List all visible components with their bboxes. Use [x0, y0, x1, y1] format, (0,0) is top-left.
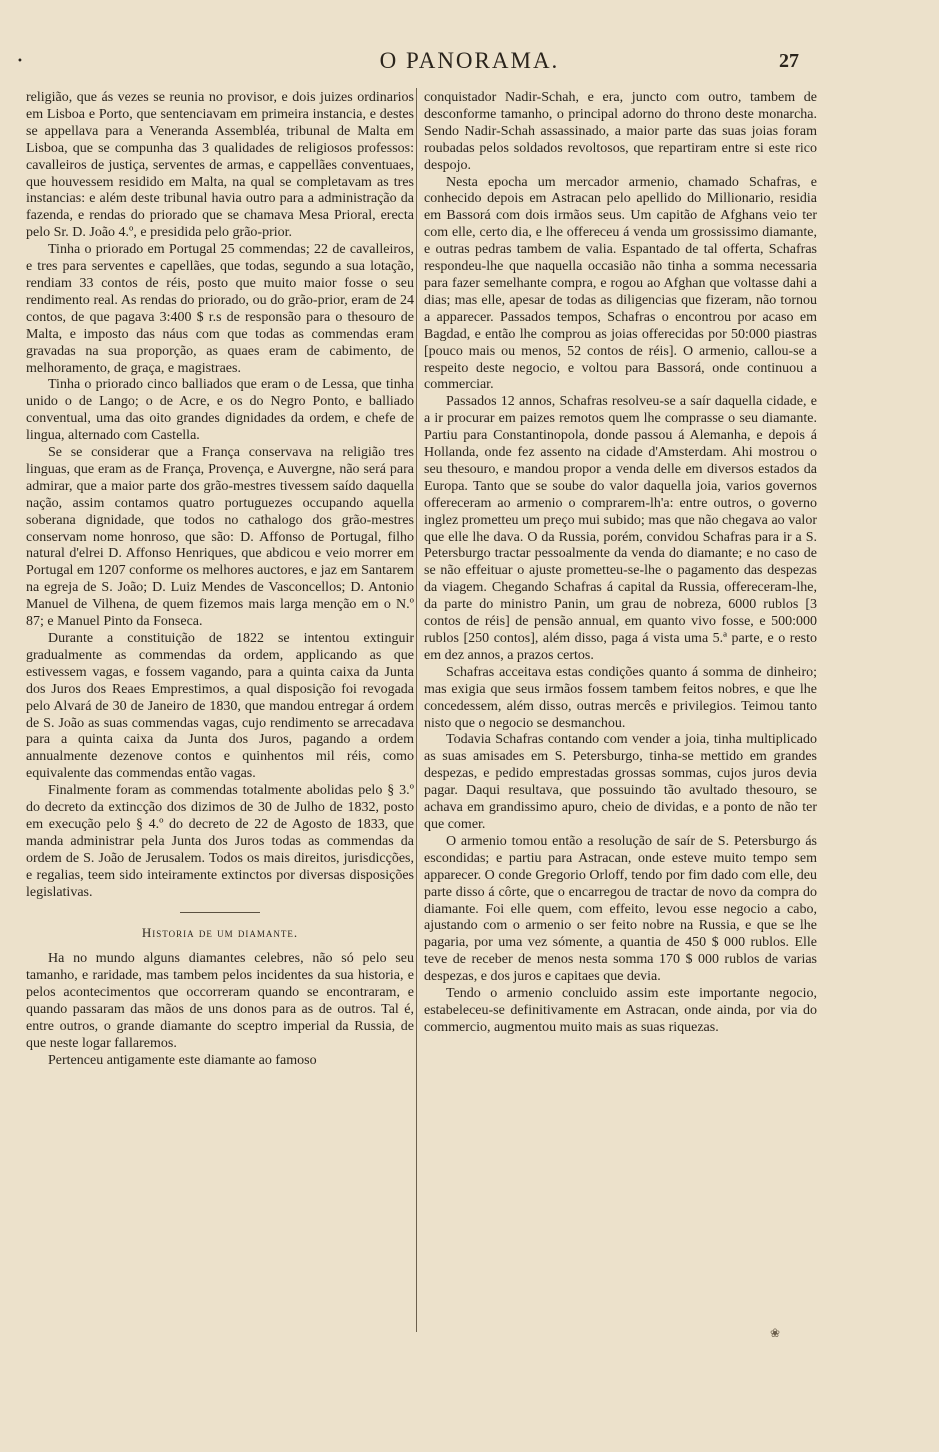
header-dot: •	[17, 56, 23, 67]
right-column	[424, 90, 817, 1037]
paragraph: religião, que ás vezes se reunia no provisor, e dois juizes ordinarios em Lisboa e Porto, que sentenciavam em primeira instancia, e destes se appellava para a Veneranda Assembléa, tribunal de Malta em Lisboa, que se compunha das 3 qualidades de religiosos professos: cavalleiros de justiça, serventes de armas, e cappellães conventuaes, que houvessem residido em Malta, na qual se completavam as tres instancias: e além deste tribunal havia outro para a administração da fazenda, e rendas do priorado que se chamava Mesa Prioral, erecta pelo Sr. D. João 4.º, e presidida pelo grão-prior.	[26, 90, 414, 241]
paragraph: Passados 12 annos, Schafras resolveu-se a saír daquella cidade, e a ir procurar em paizes remotos quem lhe comprasse o seu diamante. Partiu para Constantinopola, donde passou á Alemanha, e depois á Hollanda, onde fez assento na cidade d'Amsterdam. Ahi mostrou o seu thesouro, e mandou propor a venda delle em diversos estados da Europa. Tanto que se soube do valor daquella joia, varios governos offereceram ao armenio o comprarem-lh'a: entre outros, o governo inglez prometteu um preço mui subido; mas que não chegava ao valor que elle lhe dava. O da Russia, porém, convidou Schafras para ir a S. Petersburgo tractar pessoalmente da venda do diamante; e no caso de se não effeituar o ajuste prometteu-se-lhe o pagamento das despezas da viagem. Chegando Schafras á capital da Russia, offereceram-lhe, da parte do ministro Panin, um grau de nobreza, 6000 rublos [3 contos de réis] de pensão annual, em quanto vivo fosse, e 500:000 rublos [250 contos], além disso, paga á vista uma 5.ª parte, e o resto em dez annos, a prazos certos.	[424, 394, 817, 663]
paragraph: Schafras acceitava estas condições quanto á somma de dinheiro; mas exigia que seus irmãos fossem tambem feitos nobres, e que lhe concedessem, além disso, outras mercês e privilegios. Teimou tanto nisto que o negocio se desmanchou.	[424, 664, 817, 731]
page-header	[0, 48, 939, 84]
ornament-icon: ❀	[770, 1326, 781, 1340]
paragraph: O armenio tomou então a resolução de saír de S. Petersburgo ás escondidas; e partiu para Astracan, onde esteve muito tempo sem apparecer. O conde Gregorio Orloff, tendo por fim dado com elle, deu parte disso á côrte, que o encarregou de tractar de novo da compra do diamante. Foi elle quem, com effeito, levou esse negocio a cabo, ajustando com o armenio o ser feito nobre na Russia, e que se lhe pagaria, por uma vez sómente, a quantia de 450 $ 000 rublos. Elle teve de receber de menos nesta somma 170 $ 000 rublos de varias despezas, e dos juros e capitaes que devia.	[424, 833, 817, 985]
section-title: Historia de um diamante.	[141, 924, 299, 940]
section-divider	[180, 912, 260, 913]
page-number: 27	[779, 50, 799, 72]
running-title: O PANORAMA.	[379, 48, 560, 73]
paragraph: Tendo o armenio concluido assim este importante negocio, estabeleceu-se definitivamente em Astracan, onde ainda, por via do commercio, augmentou muito mais as suas riquezas.	[424, 986, 817, 1035]
paragraph: Nesta epocha um mercador armenio, chamado Schafras, e conhecido depois em Astracan pelo apellido do Millionario, residia em Bassorá com dois irmãos seus. Um capitão de Afghans veio ter com elle, certo dia, e lhe offereceu á venda um grossissimo diamante, e outras pedras tambem de valia. Espantado de tal offerta, Schafras respondeu-lhe que naquella occasião não tinha a somma necessaria para fazer semelhante compra, e rogou ao Afghan que voltasse dahi a dias; mas elle, apesar de todas as diligencias que fizeram, não tornou a apparecer. Passados tempos, Schafras o encontrou por acaso em Bagdad, e então lhe comprou as joias offerecidas por 50:000 piastras [pouco mais ou menos, 52 contos de réis]. O armenio, callou-se a respeito deste negocio, e voltou para Bassorá, onde continuou a commerciar.	[424, 174, 817, 393]
paragraph: Durante a constituição de 1822 se intentou extinguir gradualmente as commendas da ordem, applicando as que estivessem vagas, e fossem vagando, para a quinta caixa da Junta dos Juros dos Reaes Emprestimos, a qual disposição foi revogada pelo Alvará de 30 de Janeiro de 1830, que mandou entregar á ordem de S. João as suas commendas vagas, cujo rendimento se arrecadava para a quinta caixa da Junta dos Juros, pagando a ordem annualmente dezenove contos e quinhentos mil réis, como equivalente das commendas então vagas.	[26, 631, 414, 782]
left-column	[26, 90, 414, 1070]
paragraph: Finalmente foram as commendas totalmente abolidas pelo § 3.º do decreto da extincção dos dizimos de 30 de Julho de 1832, posto em execução pelo § 4.º do decreto de 22 de Agosto de 1833, que manda administrar pela Junta dos Juros todas as commendas da ordem de S. João de Jerusalem. Todos os mais direitos, jurisdicções, e regalias, teem sido inteiramente extinctos por diversas disposições legislativas.	[26, 783, 414, 900]
paragraph: Tinha o priorado cinco balliados que eram o de Lessa, que tinha unido o de Lango; o de Acre, e os do Negro Ponto, e balliado conventual, uma das oito grandes dignidades da ordem, e chefe de lingua, alternado com Castella.	[26, 377, 414, 444]
paragraph: conquistador Nadir-Schah, e era, juncto com outro, tambem de desconforme tamanho, o principal adorno do throno deste monarcha. Sendo Nadir-Schah assassinado, a maior parte das suas joias foram roubadas pelos soldados revoltosos, que repartiram entre si este rico despojo.	[424, 90, 817, 173]
paragraph: Pertenceu antigamente este diamante ao famoso	[48, 1052, 317, 1068]
column-divider	[416, 88, 417, 1332]
paragraph: Tinha o priorado em Portugal 25 commendas; 22 de cavalleiros, e tres para serventes e capellães, que todas, segundo a sua lotação, rendiam 33 contos de réis, posto que muito maior fosse o seu rendimento real. As rendas do priorado, ou do grão-prior, eram de 24 contos, de que pagava 3:400 $ r.s de responsão para o thesouro de Malta, e imposto das náus com que todas as commendas eram gravadas na sua proporção, as quaes eram de cabimento, de melhoramento, de graça, e magistraes.	[26, 242, 414, 376]
paragraph: Todavia Schafras contando com vender a joia, tinha multiplicado as suas amisades em S. Petersburgo, tinha-se mettido em grandes despezas, e pedido emprestadas grossas sommas, cujos juros devia pagar. Daqui resultava, que possuindo tão avultado thesouro, se achava em grandissimo apuro, cheio de dividas, e a ponto de não ter que comer.	[424, 732, 817, 832]
paragraph: Ha no mundo alguns diamantes celebres, não só pelo seu tamanho, e raridade, mas tambem pelos incidentes da sua historia, e pelos acontecimentos que occorreram quando se encontraram, e quando passaram das mãos de uns donos para as de outros. Tal é, entre outros, o grande diamante do sceptro imperial da Russia, de que neste logar fallaremos.	[26, 951, 414, 1051]
paragraph: Se se considerar que a França conservava na religião tres linguas, que eram as de França, Provença, e Auvergne, não será para admirar, que a maior parte dos grão-mestres tivessem saído daquella nação, assim contamos quatro portuguezes occupando aquella soberana dignidade, que todos no cathalogo dos grão-mestres conservam nome honroso, que são: D. Affonso de Portugal, filho natural d'elrei D. Affonso Henriques, que abdicou e veio morrer em Portugal em 1207 conforme os melhores auctores, e jaz em Santarem na egreja de S. João; D. Luiz Mendes de Vasconcellos; D. Antonio Manuel de Vilhena, de quem fizemos mais larga menção em o N.º 87; e Manuel Pinto da Fonseca.	[26, 445, 414, 630]
